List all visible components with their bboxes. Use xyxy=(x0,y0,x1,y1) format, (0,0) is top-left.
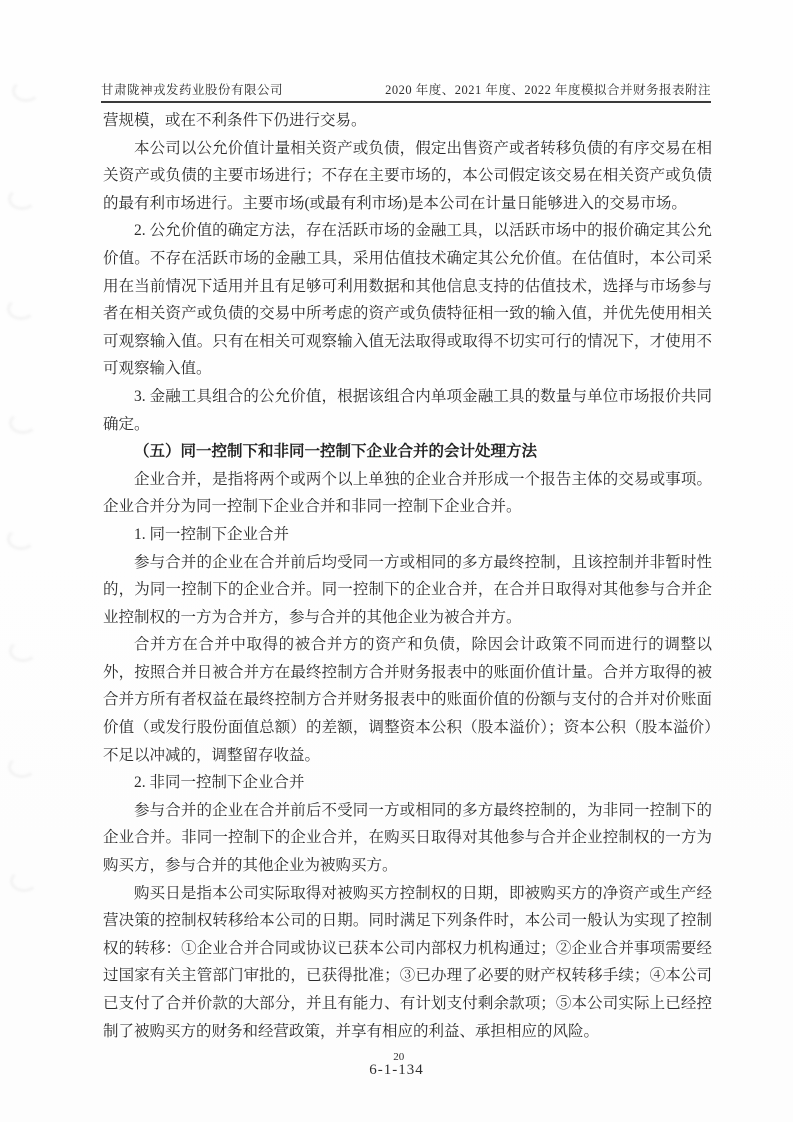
scan-artifact xyxy=(8,756,36,778)
page-header xyxy=(101,72,711,103)
scan-artifact xyxy=(8,188,36,210)
document-body xyxy=(103,107,712,1045)
page-number-superscript: 20 xyxy=(393,1051,405,1063)
scan-artifact xyxy=(10,870,38,892)
paragraph-same-control-1: 参与合并的企业在合并前后均受同一方或相同的多方最终控制，且该控制并非暂时性的，为同一控制下的企业合并。同一控制下的企业合并，在合并日取得对其他参与合并企业控制权的一方为合并方，参与合并的其他企业为被合并方。 xyxy=(103,553,712,626)
paragraph-non-same-control: 参与合并的企业在合并前后不受同一方或相同的多方最终控制的，为非同一控制下的企业合并。非同一控制下的企业合并，在购买日取得对其他参与合并企业控制权的一方为购买方，参与合并的其他企业为被购买方。 xyxy=(103,801,712,875)
scan-artifact xyxy=(9,412,37,434)
scan-artifact xyxy=(9,640,37,662)
paragraph-fair-value-market: 本公司以公允价值计量相关资产或负债，假定出售资产或者转移负债的有序交易在相关资产或负债的主要市场进行；不存在主要市场的，本公司假定该交易在相关资产或负债的最有利市场进行。主要市场(或最有利市场)是本公司在计量日能够进入的交易市场。 xyxy=(103,139,712,212)
subheading-non-same-control: 2. 非同一控制下企业合并 xyxy=(134,774,305,792)
paragraph-purchase-date: 购买日是指本公司实际取得对被购买方控制权的日期，即被购买方的净资产或生产经营决策的控制权转移给本公司的日期。同时满足下列条件时，本公司一般认为实现了控制权的转移：①企业合并合同或协议已获本公司内部权力机构通过；②企业合并事项需要经过国家有关主管部门审批的，已获得批准；③已办理了必要的财产权转移手续；④本公司已支付了合并价款的大部分，并且有能力、有计划支付剩余款项；⑤本公司实际上已经控制了被购买方的财务和经营政策，并享有相应的利益、承担相应的风险。 xyxy=(103,884,712,1040)
scan-artifact xyxy=(7,298,35,320)
company-name: 甘肃陇神戎发药业股份有限公司 xyxy=(101,83,284,97)
paragraph-same-control-2: 合并方在合并中取得的被合并方的资产和负债，除因会计政策不同而进行的调整以外，按照合并日被合并方在最终控制方合并财务报表中的账面价值计量。合并方取得的被合并方所有者权益在最终控制方合并财务报表中的账面价值的份额与支付的合并对价账面价值（或发行股份面值总额）的差额，调整资本公积（股本溢价）；资本公积（股本溢价）不足以冲减的，调整留存收益。 xyxy=(103,636,712,764)
page-footer xyxy=(0,1051,793,1079)
scan-artifact xyxy=(7,528,35,550)
page-number xyxy=(369,1051,424,1079)
report-title: 2020 年度、2021 年度、2022 年度模拟合并财务报表附注 xyxy=(385,83,711,97)
page-number-text: 6-1-134 xyxy=(369,1062,424,1078)
paragraph-portfolio-fair-value: 3. 金融工具组合的公允价值，根据该组合内单项金融工具的数量与单位市场报价共同确定。 xyxy=(103,387,712,433)
paragraph-continuation: 营规模，或在不利条件下仍进行交易。 xyxy=(103,112,367,129)
subheading-same-control: 1. 同一控制下企业合并 xyxy=(134,525,290,543)
paragraph-fair-value-method: 2. 公允价值的确定方法，存在活跃市场的金融工具，以活跃市场中的报价确定其公允价值。不存在活跃市场的金融工具，采用估值技术确定其公允价值。在估值时，本公司采用在当前情况下适用并且有足够可利用数据和其他信息支持的估值技术，选择与市场参与者在相关资产或负债的交易中所考虑的资产或负债特征相一致的输入值，并优先使用相关可观察输入值。只有在相关可观察输入值无法取得或取得不切实可行的情况下，才使用不可观察输入值。 xyxy=(103,222,712,378)
section-heading-5: （五）同一控制下和非同一控制下企业合并的会计处理方法 xyxy=(134,443,538,461)
paragraph-merger-definition: 企业合并，是指将两个或两个以上单独的企业合并形成一个报告主体的交易或事项。企业合并分为同一控制下企业合并和非同一控制下企业合并。 xyxy=(103,470,712,516)
scan-artifact xyxy=(12,80,40,102)
